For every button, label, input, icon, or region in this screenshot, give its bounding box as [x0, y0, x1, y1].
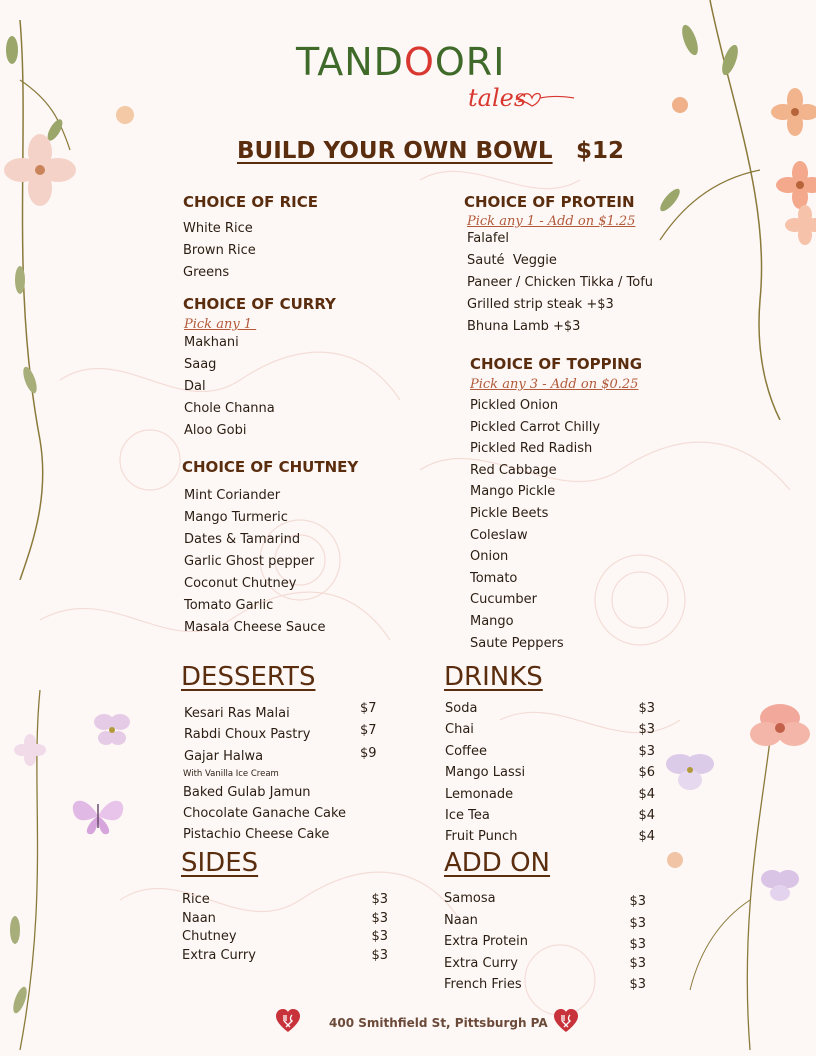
dessert-price: $7: [360, 723, 377, 738]
protein-list: [467, 231, 653, 341]
topping-item: Mango: [470, 613, 514, 629]
brand-name-o: O: [403, 40, 435, 84]
addon-row: [444, 956, 646, 978]
rice-item: Brown Rice: [183, 243, 256, 258]
drink-name: Chai: [445, 722, 474, 738]
topping-item: Saute Peppers: [470, 635, 564, 651]
chutney-item: Coconut Chutney: [184, 576, 297, 591]
rice-item: Greens: [183, 265, 230, 280]
addon-name: Naan: [444, 912, 478, 928]
protein-item: Falafel: [467, 231, 510, 246]
bowl-price: $12: [576, 138, 625, 164]
rice-list: [183, 221, 256, 287]
addon-name: Samosa: [444, 891, 496, 906]
chutney-heading: CHOICE OF CHUTNEY: [182, 458, 359, 476]
drink-row: [445, 808, 655, 829]
curry-heading: CHOICE OF CURRY: [183, 295, 336, 313]
addon-price: $3: [629, 894, 646, 909]
addon-name: Extra Protein: [444, 934, 529, 950]
side-name: Naan: [182, 910, 216, 926]
topping-item: Mango Pickle: [470, 484, 556, 500]
drinks-heading: DRINKS: [444, 662, 543, 692]
brand-logo: [296, 40, 505, 84]
heart-utensils-icon: [553, 1008, 579, 1034]
addon-heading: ADD ON: [444, 848, 551, 878]
curry-item: Chole Channa: [184, 401, 275, 416]
dessert-subnote: With Vanilla Ice Cream: [183, 769, 279, 779]
curry-item: Dal: [184, 379, 206, 394]
addon-price: $3: [629, 937, 646, 953]
protein-item: Sauté Veggie: [467, 253, 557, 268]
side-row: [182, 892, 388, 911]
heart-utensils-icon: [275, 1008, 301, 1034]
drink-price: $6: [638, 765, 655, 781]
addon-row: [444, 913, 646, 935]
drink-price: $4: [638, 786, 655, 802]
topping-item: Pickled Onion: [470, 398, 559, 413]
side-name: Extra Curry: [182, 947, 256, 963]
addon-row: [444, 891, 646, 913]
addon-name: French Fries: [444, 977, 522, 993]
flower-decoration-icon: [0, 690, 150, 1050]
curry-note: Pick any 1: [184, 317, 257, 332]
topping-list: [470, 398, 600, 657]
topping-heading: CHOICE OF TOPPING: [470, 355, 643, 373]
addon-price: $3: [629, 977, 646, 993]
topping-note: Pick any 3 - Add on $0.25: [470, 377, 639, 392]
sides-list: [182, 892, 388, 966]
drink-name: Ice Tea: [445, 807, 490, 823]
rice-heading: CHOICE OF RICE: [183, 193, 318, 211]
topping-item: Coleslaw: [470, 527, 528, 543]
addon-price: $3: [629, 915, 646, 931]
chutney-item: Mango Turmeric: [184, 510, 288, 525]
dessert-name: Kesari Ras Malai: [184, 706, 290, 721]
drink-price: $4: [638, 829, 655, 845]
desserts-heading: DESSERTS: [181, 662, 316, 692]
curry-item: Saag: [184, 357, 217, 372]
topping-item: Cucumber: [470, 592, 537, 608]
topping-item: Pickle Beets: [470, 505, 549, 521]
addon-row: [444, 934, 646, 956]
drink-name: Coffee: [445, 743, 487, 759]
dessert-price: $7: [360, 701, 377, 716]
dessert-name: Pistachio Cheese Cake: [183, 827, 330, 842]
topping-item: Onion: [470, 549, 509, 565]
protein-note: Pick any 1 - Add on $1.25: [467, 214, 636, 229]
drink-row: [445, 744, 655, 765]
dessert-name: Chocolate Ganache Cake: [183, 806, 347, 821]
drink-row: [445, 765, 655, 786]
side-price: $3: [371, 910, 388, 926]
drink-row: [445, 787, 655, 808]
protein-item: Bhuna Lamb +$3: [467, 319, 581, 334]
dessert-name: Baked Gulab Jamun: [183, 785, 311, 800]
sides-heading: SIDES: [181, 848, 259, 878]
topping-item: Pickled Red Radish: [470, 441, 593, 457]
drink-name: Fruit Punch: [445, 829, 518, 845]
side-name: Chutney: [182, 929, 237, 945]
curry-item: Makhani: [184, 335, 239, 350]
topping-item: Tomato: [470, 570, 518, 586]
bowl-title: BUILD YOUR OWN BOWL: [237, 138, 553, 164]
brand-name-part2: ORI: [434, 40, 506, 84]
drinks-list: [445, 701, 655, 851]
addon-price: $3: [629, 955, 646, 971]
topping-item: Pickled Carrot Chilly: [470, 419, 601, 435]
chutney-list: [184, 488, 325, 642]
topping-item: Red Cabbage: [470, 462, 557, 478]
protein-item: Grilled strip steak +$3: [467, 297, 614, 312]
brand-name-part1: TAND: [296, 40, 404, 84]
drink-price: $3: [638, 701, 655, 716]
protein-heading: CHOICE OF PROTEIN: [464, 193, 635, 211]
chutney-item: Dates & Tamarind: [184, 532, 301, 547]
side-row: [182, 929, 388, 948]
chutney-item: Masala Cheese Sauce: [184, 620, 326, 635]
side-row: [182, 948, 388, 967]
drink-price: $4: [638, 807, 655, 823]
chutney-item: Garlic Ghost pepper: [184, 554, 315, 569]
flower-decoration-icon: [650, 700, 816, 1050]
curry-item: Aloo Gobi: [184, 423, 247, 438]
brand-tagline: tales: [468, 84, 527, 112]
heart-swash-icon: [514, 88, 576, 108]
dessert-name: Gajar Halwa: [184, 749, 264, 764]
drink-name: Lemonade: [445, 786, 514, 802]
side-name: Rice: [182, 892, 210, 907]
butterfly-icon: [66, 792, 130, 840]
footer-address: 400 Smithfield St, Pittsburgh PA: [329, 1016, 548, 1030]
drink-price: $3: [638, 743, 655, 759]
chutney-item: Mint Coriander: [184, 488, 281, 503]
dessert-price: $9: [360, 746, 377, 761]
chutney-item: Tomato Garlic: [184, 598, 274, 613]
drink-name: Soda: [445, 701, 478, 716]
side-row: [182, 911, 388, 930]
addon-name: Extra Curry: [444, 955, 518, 971]
protein-item: Paneer / Chicken Tikka / Tofu: [467, 275, 654, 290]
curry-list: [184, 335, 275, 445]
flower-decoration-icon: [650, 0, 816, 420]
drink-row: [445, 722, 655, 743]
dessert-name: Rabdi Choux Pastry: [184, 727, 311, 742]
drink-row: [445, 701, 655, 722]
side-price: $3: [371, 947, 388, 963]
addon-row: [444, 977, 646, 999]
rice-item: White Rice: [183, 221, 253, 236]
side-price: $3: [371, 929, 388, 945]
drink-price: $3: [638, 722, 655, 738]
side-price: $3: [371, 892, 388, 907]
drink-name: Mango Lassi: [445, 765, 526, 781]
flower-decoration-icon: [0, 20, 150, 580]
addon-list: [444, 891, 646, 999]
